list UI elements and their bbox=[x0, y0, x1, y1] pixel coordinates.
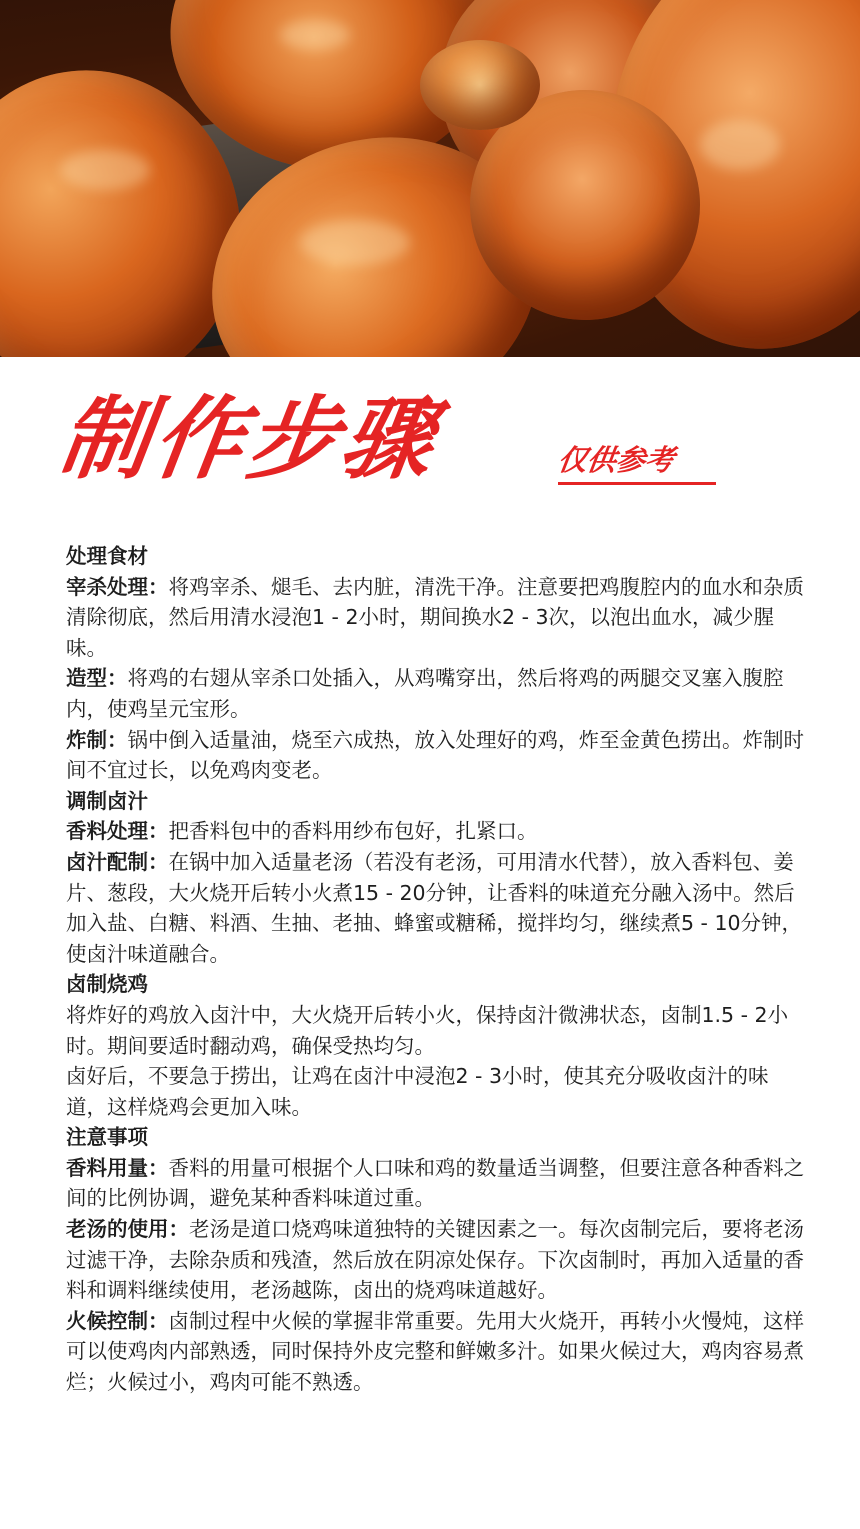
step-text: 把香料包中的香料用纱布包好，扎紧口。 bbox=[168, 819, 538, 844]
step-label: 造型： bbox=[66, 666, 128, 691]
section-heading: 卤制烧鸡 bbox=[66, 972, 148, 997]
step-paragraph bbox=[66, 1306, 806, 1398]
roast-chicken-piece bbox=[420, 40, 540, 130]
step-paragraph bbox=[66, 1153, 806, 1214]
step-paragraph: 卤好后，不要急于捞出，让鸡在卤汁中浸泡2 - 3小时，使其充分吸收卤汁的味道，这样烧鸡会更加入味。 bbox=[66, 1064, 769, 1119]
glaze-highlight bbox=[300, 220, 410, 265]
step-paragraph bbox=[66, 663, 806, 724]
step-label: 香料用量： bbox=[66, 1155, 169, 1180]
step-label: 香料处理： bbox=[66, 819, 169, 844]
page-title: 制作步骤 bbox=[52, 387, 444, 492]
step-label: 宰杀处理： bbox=[66, 574, 169, 599]
step-paragraph bbox=[66, 572, 806, 664]
recipe-steps bbox=[66, 541, 806, 1398]
step-paragraph: 将炸好的鸡放入卤汁中，大火烧开后转小火，保持卤汁微沸状态，卤制1.5 - 2小时。期间要适时翻动鸡，确保受热均匀。 bbox=[66, 1002, 789, 1058]
step-paragraph bbox=[66, 1214, 806, 1306]
step-text: 卤制过程中火候的掌握非常重要。先用大火烧开，再转小火慢炖，这样可以使鸡肉内部熟透，同时保持外皮完整和鲜嫩多汁。如果火候过大，鸡肉容易煮烂；火候过小，鸡肉可能不熟透。 bbox=[66, 1308, 804, 1395]
section-heading: 处理食材 bbox=[66, 544, 148, 568]
section-heading: 调制卤汁 bbox=[66, 788, 148, 813]
step-text: 将鸡宰杀、煺毛、去内脏，清洗干净。注意要把鸡腹腔内的血水和杂质清除彻底，然后用清水浸泡1 - 2小时，期间换水2 - 3次，以泡出血水，减少腥味。 bbox=[66, 574, 804, 660]
page-subtitle: 仅供参考 bbox=[555, 443, 677, 477]
step-text: 在锅中加入适量老汤（若没有老汤，可用清水代替），放入香料包、姜片、葱段，大火烧开后转小火煮15 - 20分钟，让香料的味道充分融入汤中。然后加入盐、白糖、料酒、生抽、老抽、蜂蜜或糖稀，搅拌均匀，继续煮5 - 10分钟，使卤汁味道融合。 bbox=[66, 849, 803, 966]
step-text: 香料的用量可根据个人口味和鸡的数量适当调整，但要注意各种香料之间的比例协调，避免某种香料味道过重。 bbox=[66, 1155, 804, 1211]
step-label: 火候控制： bbox=[66, 1308, 169, 1333]
subtitle-underline bbox=[558, 482, 716, 485]
hero-photo bbox=[0, 0, 860, 357]
step-text: 将鸡的右翅从宰杀口处插入，从鸡嘴穿出，然后将鸡的两腿交叉塞入腹腔内，使鸡呈元宝形。 bbox=[66, 666, 784, 721]
title-block bbox=[52, 387, 820, 498]
step-text: 老汤是道口烧鸡味道独特的关键因素之一。每次卤制完后，要将老汤过滤干净，去除杂质和残渣，然后放在阴凉处保存。下次卤制时，再加入适量的香料和调料继续使用，老汤越陈，卤出的烧鸡味道越好。 bbox=[66, 1217, 804, 1303]
glaze-highlight bbox=[60, 150, 150, 190]
step-label: 卤汁配制： bbox=[66, 849, 169, 874]
glaze-highlight bbox=[280, 20, 350, 50]
step-paragraph bbox=[66, 816, 806, 847]
step-text: 锅中倒入适量油，烧至六成热，放入处理好的鸡，炸至金黄色捞出。炸制时间不宜过长，以免鸡肉变老。 bbox=[66, 727, 804, 783]
step-label: 炸制： bbox=[66, 727, 128, 752]
glaze-highlight bbox=[700, 120, 780, 170]
section-heading: 注意事项 bbox=[66, 1125, 148, 1150]
step-paragraph bbox=[66, 847, 806, 969]
step-paragraph bbox=[66, 725, 806, 786]
step-label: 老汤的使用： bbox=[66, 1217, 189, 1242]
